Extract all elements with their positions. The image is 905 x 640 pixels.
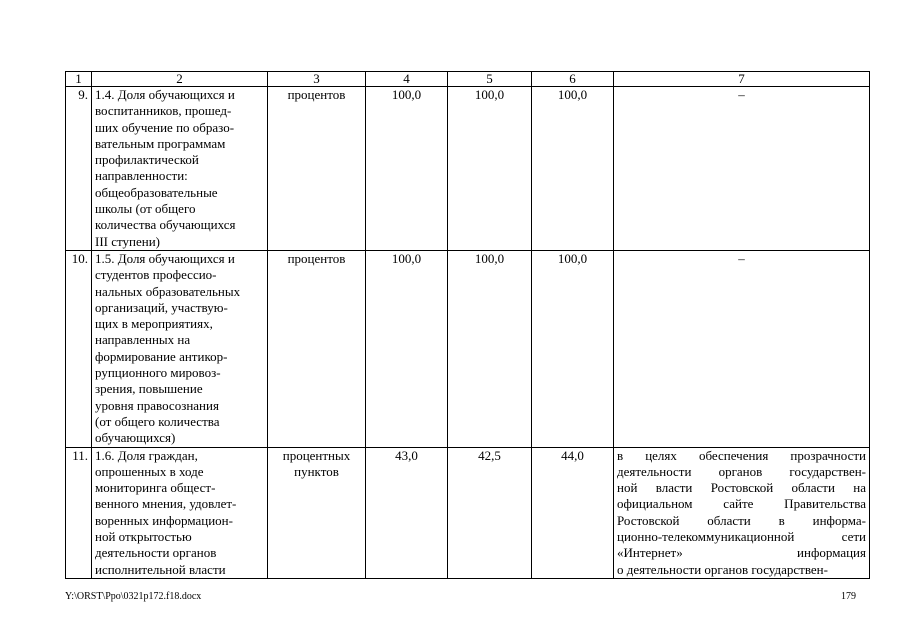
cell-text-line: вательным программам bbox=[95, 135, 226, 151]
cell-text-line: Ростовской области в информа- bbox=[617, 512, 866, 528]
unit-cell bbox=[268, 250, 366, 447]
note-cell bbox=[614, 87, 870, 251]
row-number-cell: 10. bbox=[66, 250, 92, 447]
header-cell: 5 bbox=[448, 72, 532, 87]
cell-text-line: процентных bbox=[282, 447, 351, 463]
header-cell: 7 bbox=[614, 72, 870, 87]
cell-text-line: профилактической bbox=[95, 152, 199, 168]
indicator-cell bbox=[92, 87, 268, 251]
cell-text-line: процентов bbox=[287, 87, 346, 102]
cell-text-line: III ступени) bbox=[95, 233, 160, 249]
value-cell: 100,0 bbox=[448, 87, 532, 251]
table-header-row bbox=[66, 72, 870, 87]
cell-text-line: воренных информацион- bbox=[95, 512, 233, 528]
footer-page-number: 179 bbox=[841, 591, 856, 602]
table-row bbox=[66, 447, 870, 578]
unit-cell bbox=[268, 447, 366, 578]
cell-text-line: рупционного мировоз- bbox=[95, 365, 221, 381]
indicator-cell bbox=[92, 447, 268, 578]
cell-text-line: в целях обеспечения прозрачности bbox=[617, 447, 866, 463]
cell-text-line: опрошенных в ходе bbox=[95, 463, 204, 479]
cell-text-line: обучающихся) bbox=[95, 430, 176, 446]
cell-text-line: ной открытостью bbox=[95, 529, 192, 545]
cell-text-line: (от общего количества bbox=[95, 413, 220, 429]
note-cell bbox=[614, 250, 870, 447]
value-cell: 100,0 bbox=[366, 87, 448, 251]
cell-text-line: 1.6. Доля граждан, bbox=[95, 447, 198, 463]
footer-file-path: Y:\ORST\Ppo\0321p172.f18.docx bbox=[65, 591, 202, 602]
cell-text-line: деятельности органов государствен- bbox=[617, 463, 866, 479]
cell-text-line: 1.4. Доля обучающихся и bbox=[95, 87, 235, 102]
cell-text-line: – bbox=[738, 250, 745, 266]
header-cell: 3 bbox=[268, 72, 366, 87]
cell-text-line: 1.5. Доля обучающихся и bbox=[95, 250, 235, 266]
cell-text-line: уровня правосознания bbox=[95, 397, 219, 413]
cell-text-line: пунктов bbox=[294, 463, 339, 479]
cell-text-line: ной власти Ростовской области на bbox=[617, 480, 866, 496]
cell-text-line: процентов bbox=[287, 250, 346, 266]
table-row bbox=[66, 250, 870, 447]
row-number-cell: 9. bbox=[66, 87, 92, 251]
cell-text-line: студентов профессио- bbox=[95, 267, 217, 283]
cell-text-line: школы (от общего bbox=[95, 201, 196, 217]
cell-text-line: направленности: bbox=[95, 168, 188, 184]
cell-text-line: зрения, повышение bbox=[95, 381, 203, 397]
header-cell: 4 bbox=[366, 72, 448, 87]
value-cell: 100,0 bbox=[448, 250, 532, 447]
value-cell: 100,0 bbox=[532, 250, 614, 447]
cell-text-line: ших обучение по образо- bbox=[95, 119, 235, 135]
cell-text-line: направленных на bbox=[95, 332, 191, 348]
value-cell: 100,0 bbox=[532, 87, 614, 251]
cell-text-line: о деятельности органов государствен- bbox=[617, 561, 828, 577]
cell-text-line: щих в мероприятиях, bbox=[95, 316, 213, 332]
unit-cell bbox=[268, 87, 366, 251]
cell-text-line: организаций, участвую- bbox=[95, 299, 228, 315]
cell-text-line: официальном сайте Правительства bbox=[617, 496, 866, 512]
cell-text-line: венного мнения, удовлет- bbox=[95, 496, 237, 512]
cell-text-line: общеобразовательные bbox=[95, 184, 218, 200]
note-cell bbox=[614, 447, 870, 578]
value-cell: 42,5 bbox=[448, 447, 532, 578]
cell-text-line: мониторинга общест- bbox=[95, 480, 216, 496]
cell-text-line: деятельности органов bbox=[95, 545, 217, 561]
value-cell: 43,0 bbox=[366, 447, 448, 578]
indicator-cell bbox=[92, 250, 268, 447]
header-cell: 1 bbox=[66, 72, 92, 87]
cell-text-line: – bbox=[738, 87, 745, 102]
cell-text-line: «Интернет» информация bbox=[617, 545, 866, 561]
header-cell: 6 bbox=[532, 72, 614, 87]
cell-text-line: исполнительной власти bbox=[95, 561, 226, 577]
value-cell: 100,0 bbox=[366, 250, 448, 447]
header-cell: 2 bbox=[92, 72, 268, 87]
table-row bbox=[66, 87, 870, 251]
cell-text-line: формирование антикор- bbox=[95, 348, 228, 364]
value-cell: 44,0 bbox=[532, 447, 614, 578]
cell-text-line: воспитанников, прошед- bbox=[95, 103, 232, 119]
row-number-cell: 11. bbox=[66, 447, 92, 578]
indicators-table bbox=[65, 71, 870, 579]
cell-text-line: количества обучающихся bbox=[95, 217, 236, 233]
cell-text-line: нальных образовательных bbox=[95, 283, 241, 299]
cell-text-line: ционно-телекоммуникационной сети bbox=[617, 529, 866, 545]
